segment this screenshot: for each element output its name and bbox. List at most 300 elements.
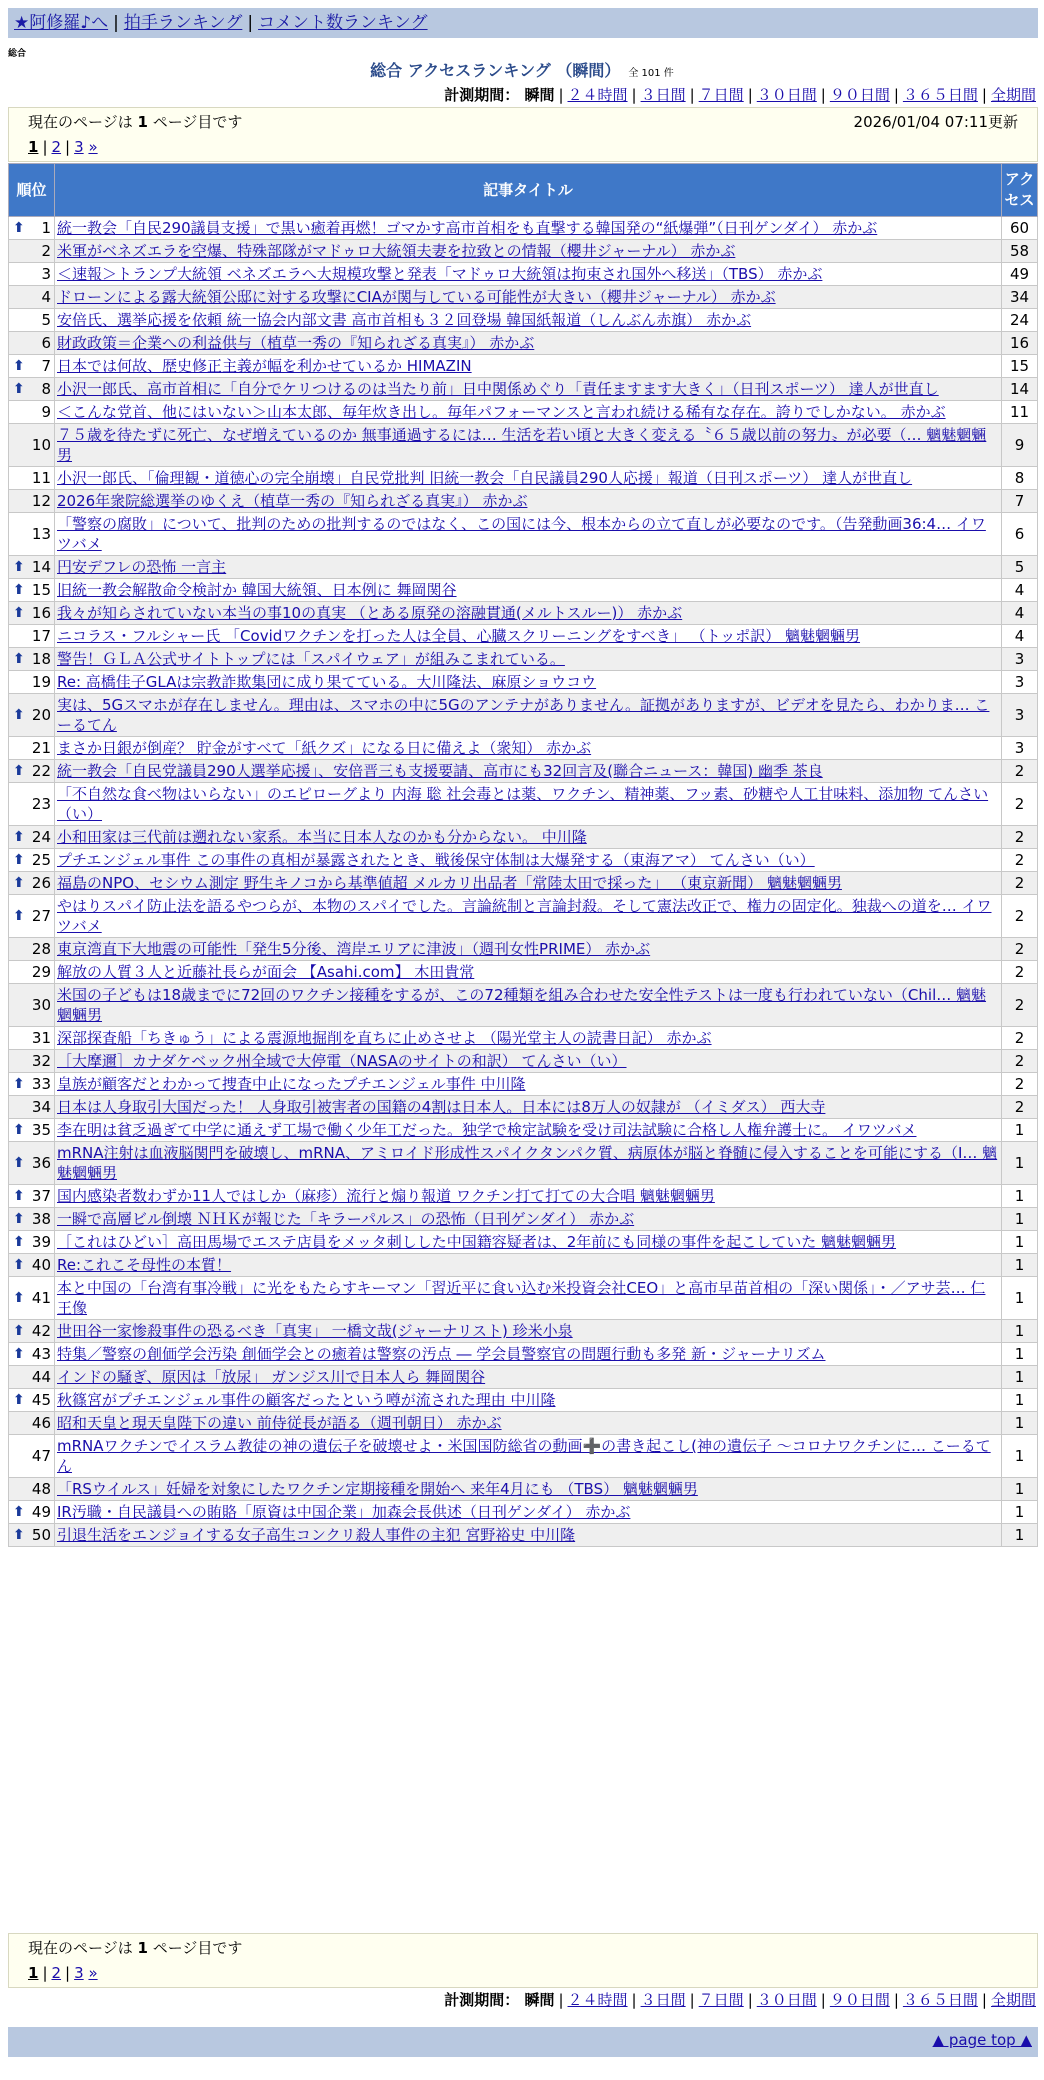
article-link[interactable]: 日本では何故、歴史修正主義が幅を利かせているか HIMAZIN xyxy=(57,357,472,375)
table-row xyxy=(9,760,1038,783)
table-row xyxy=(9,783,1038,826)
title-cell xyxy=(55,378,1002,401)
period-option-link[interactable]: ９０日間 xyxy=(829,1991,890,2009)
rank-number: 21 xyxy=(31,739,51,757)
table-row xyxy=(9,579,1038,602)
table-row xyxy=(9,895,1038,938)
article-link[interactable]: 米軍がベネズエラを空爆、特殊部隊がマドゥロ大統領夫妻を拉致との情報（櫻井ジャーナル） 赤かぶ xyxy=(57,242,736,260)
access-count: 2 xyxy=(1002,1073,1038,1096)
article-link[interactable]: 安倍氏、選挙応援を依頼 統一協会内部文書 高市首相も３２回登場 韓国紙報道（しんぶん赤旗） 赤かぶ xyxy=(57,311,752,329)
period-option-link[interactable]: ３６５日間 xyxy=(902,86,978,104)
article-link[interactable]: 本と中国の「台湾有事冷戦」に光をもたらすキーマン「習近平に食い込む米投資会社CEO」と高市早苗首相の「深い関係」・／アサ芸… 仁王像 xyxy=(57,1279,986,1317)
table-row xyxy=(9,671,1038,694)
rank-number: 8 xyxy=(41,380,51,398)
up-arrow-icon: ⬆ xyxy=(13,1257,25,1273)
rank-number: 5 xyxy=(41,311,51,329)
table-row xyxy=(9,355,1038,378)
table-row xyxy=(9,556,1038,579)
period-option-link[interactable]: ２４時間 xyxy=(567,86,628,104)
rank-cell xyxy=(9,602,55,625)
pager-status-row xyxy=(28,111,1018,133)
access-count: 60 xyxy=(1002,217,1038,240)
title-cell xyxy=(55,895,1002,938)
rank-cell xyxy=(9,1142,55,1185)
access-count: 2 xyxy=(1002,1096,1038,1119)
table-row xyxy=(9,1119,1038,1142)
up-arrow-icon: ⬆ xyxy=(13,1211,25,1227)
current-page-text: 現在のページは 1 ページ目です xyxy=(28,113,243,131)
rank-number: 43 xyxy=(31,1345,51,1363)
article-link[interactable]: やはりスパイ防止法を語るやつらが、本物のスパイでした。言論統制と言論封殺。そして憲法改正で、権力の固定化。独裁への道を… イワツバメ xyxy=(57,897,992,935)
rank-cell xyxy=(9,378,55,401)
access-count: 1 xyxy=(1002,1277,1038,1320)
table-row xyxy=(9,240,1038,263)
table-row xyxy=(9,648,1038,671)
period-option-link[interactable]: ３０日間 xyxy=(756,86,817,104)
rank-number: 20 xyxy=(31,706,51,724)
home-link[interactable]: ★阿修羅♪へ xyxy=(14,13,109,33)
period-option-link[interactable]: ７日間 xyxy=(698,1991,744,2009)
rank-cell xyxy=(9,1389,55,1412)
table-row xyxy=(9,1435,1038,1478)
title-cell xyxy=(55,1050,1002,1073)
rank-cell xyxy=(9,1254,55,1277)
access-count: 14 xyxy=(1002,378,1038,401)
period-separator: | xyxy=(631,86,637,104)
rank-number: 4 xyxy=(41,288,51,306)
article-link[interactable]: プチエンジェル事件 この事件の真相が暴露されたとき、戦後保守体制は大爆発する（東海アマ） てんさい（い） xyxy=(57,851,815,869)
table-row xyxy=(9,1142,1038,1185)
article-link[interactable]: IR汚職・自民議員への賄賂「原資は中国企業」加森会長供述（日刊ゲンダイ） 赤かぶ xyxy=(57,1503,631,1521)
access-count: 3 xyxy=(1002,671,1038,694)
rank-cell xyxy=(9,783,55,826)
access-count: 8 xyxy=(1002,467,1038,490)
access-count: 1 xyxy=(1002,1119,1038,1142)
rank-cell xyxy=(9,1412,55,1435)
clap-ranking-link[interactable]: 拍手ランキング xyxy=(123,13,243,33)
title-cell xyxy=(55,984,1002,1027)
rank-cell xyxy=(9,579,55,602)
rank-number: 34 xyxy=(31,1098,51,1116)
rank-cell xyxy=(9,694,55,737)
current-page-text: 現在のページは 1 ページ目です xyxy=(28,1939,243,1957)
article-link[interactable]: 円安デフレの恐怖 一言主 xyxy=(57,558,227,576)
rank-number: 32 xyxy=(31,1052,51,1070)
up-arrow-icon: ⬆ xyxy=(13,381,25,397)
access-count: 34 xyxy=(1002,286,1038,309)
rank-cell xyxy=(9,1320,55,1343)
title-cell xyxy=(55,737,1002,760)
access-count: 15 xyxy=(1002,355,1038,378)
article-link[interactable]: 一瞬で高層ビル倒壊 ＮＨＫが報じた「キラーパルス」の恐怖（日刊ゲンダイ） 赤かぶ xyxy=(57,1210,635,1228)
rank-number: 35 xyxy=(31,1121,51,1139)
up-arrow-icon: ⬆ xyxy=(13,1504,25,1520)
access-count: 1 xyxy=(1002,1389,1038,1412)
title-cell xyxy=(55,760,1002,783)
page-separator: | xyxy=(42,138,48,156)
page-links xyxy=(28,1962,1018,1984)
rank-cell xyxy=(9,1277,55,1320)
up-arrow-icon: ⬆ xyxy=(13,763,25,779)
rank-number: 18 xyxy=(31,650,51,668)
access-count: 1 xyxy=(1002,1366,1038,1389)
article-link[interactable]: まさか日銀が倒産？ 貯金がすべて「紙クズ」になる日に備えよ（衆知） 赤かぶ xyxy=(57,739,592,757)
rank-cell xyxy=(9,648,55,671)
access-count: 1 xyxy=(1002,1412,1038,1435)
table-row xyxy=(9,1185,1038,1208)
rank-cell xyxy=(9,332,55,355)
table-row xyxy=(9,401,1038,424)
title-cell xyxy=(55,1096,1002,1119)
article-link[interactable]: 統一教会「自民党議員290人選挙応援」、安倍晋三も支援要請、高市にも32回言及(聯合ニュース：韓国) 幽季 茶良 xyxy=(57,762,823,780)
rank-cell xyxy=(9,286,55,309)
rank-number: 38 xyxy=(31,1210,51,1228)
period-option-link[interactable]: ３日間 xyxy=(640,86,686,104)
title-cell xyxy=(55,332,1002,355)
article-link[interactable]: 国内感染者数わずか11人ではしか（麻疹）流行と煽り報道 ワクチン打て打ての大合唱 魑魅魍魎男 xyxy=(57,1187,715,1205)
article-link[interactable]: 深部探査船「ちきゅう」による震源地掘削を直ちに止めさせよ （陽光堂主人の読書日記） 赤かぶ xyxy=(57,1029,712,1047)
access-count: 1 xyxy=(1002,1435,1038,1478)
article-link[interactable]: ［これはひどい］高田馬場でエステ店員をメッタ刺しした中国籍容疑者は、2年前にも同様の事件を起こしていた 魑魅魍魎男 xyxy=(57,1233,897,1251)
article-link[interactable]: 東京湾直下大地震の可能性「発生5分後、湾岸エリアに津波」（週刊女性PRIME） 赤かぶ xyxy=(57,940,651,958)
access-count: 2 xyxy=(1002,938,1038,961)
table-row xyxy=(9,263,1038,286)
title-cell xyxy=(55,240,1002,263)
period-option-link[interactable]: ２４時間 xyxy=(567,1991,628,2009)
article-link[interactable]: 李在明は貧乏過ぎて中学に通えず工場で働く少年工だった。独学で検定試験を受け司法試験に合格し人権弁護士に。 イワツバメ xyxy=(57,1121,917,1139)
access-count: 7 xyxy=(1002,490,1038,513)
table-row xyxy=(9,1478,1038,1501)
period-option-link[interactable]: ３６５日間 xyxy=(902,1991,978,2009)
article-link[interactable]: インドの騒ぎ、原因は「放尿」 ガンジス川で日本人ら 舞岡関谷 xyxy=(57,1368,486,1386)
access-count: 2 xyxy=(1002,961,1038,984)
rank-cell xyxy=(9,872,55,895)
table-row xyxy=(9,513,1038,556)
period-option-link[interactable]: ９０日間 xyxy=(829,86,890,104)
article-link[interactable]: ニコラス・フルシャー氏 「Covidワクチンを打った人は全員、心臓スクリーニングをすべき」 （トッポ訳） 魑魅魍魎男 xyxy=(57,627,861,645)
access-count: 2 xyxy=(1002,1050,1038,1073)
article-link[interactable]: Re: 高橋佳子GLAは宗教詐欺集団に成り果てている。大川隆法、麻原ショウコウ xyxy=(57,673,597,691)
page-link-current: 1 xyxy=(28,138,39,156)
article-link[interactable]: 皇族が顧客だとわかって捜査中止になったプチエンジェル事件 中川隆 xyxy=(57,1075,526,1093)
title-cell xyxy=(55,490,1002,513)
table-row xyxy=(9,1412,1038,1435)
up-arrow-icon: ⬆ xyxy=(13,582,25,598)
title-cell xyxy=(55,556,1002,579)
table-row xyxy=(9,602,1038,625)
table-row xyxy=(9,849,1038,872)
access-count: 1 xyxy=(1002,1524,1038,1547)
up-arrow-icon: ⬆ xyxy=(13,707,25,723)
rank-cell xyxy=(9,556,55,579)
rank-number: 19 xyxy=(31,673,51,691)
rank-cell xyxy=(9,1524,55,1547)
rank-cell xyxy=(9,263,55,286)
page-link[interactable]: 2 xyxy=(51,1964,62,1982)
rank-number: 40 xyxy=(31,1256,51,1274)
article-link[interactable]: 福島のNPO、セシウム測定 野生キノコから基準値超 メルカリ出品者「常陸太田で採った」 （東京新聞） 魑魅魍魎男 xyxy=(57,874,842,892)
access-count: 4 xyxy=(1002,579,1038,602)
title-cell xyxy=(55,1119,1002,1142)
title-cell xyxy=(55,625,1002,648)
article-link[interactable]: 世田谷一家惨殺事件の恐るべき「真実」 一橋文哉(ジャーナリスト) 珍米小泉 xyxy=(57,1322,573,1340)
period-option-link[interactable]: ３日間 xyxy=(640,1991,686,2009)
article-link[interactable]: 財政政策＝企業への利益供与（植草一秀の『知られざる真実』） 赤かぶ xyxy=(57,334,535,352)
table-row xyxy=(9,1389,1038,1412)
period-label: 計測期間： xyxy=(444,1991,525,2009)
title-cell xyxy=(55,309,1002,332)
rank-cell xyxy=(9,760,55,783)
next-page-link[interactable]: » xyxy=(88,1964,98,1982)
article-link[interactable]: Re:これこそ母性の本質！ xyxy=(57,1256,232,1274)
rank-cell xyxy=(9,1027,55,1050)
article-link[interactable]: ドローンによる露大統領公邸に対する攻撃にCIAが関与している可能性が大きい（櫻井ジャーナル） 赤かぶ xyxy=(57,288,776,306)
up-arrow-icon: ⬆ xyxy=(13,1290,25,1306)
article-link[interactable]: 昭和天皇と現天皇陛下の違い 前侍従長が語る（週刊朝日） 赤かぶ xyxy=(57,1414,502,1432)
period-separator: | xyxy=(558,1991,564,2009)
table-row xyxy=(9,1277,1038,1320)
rank-cell xyxy=(9,737,55,760)
article-link[interactable]: 米国の子どもは18歳までに72回のワクチン接種をするが、この72種類を組み合わせた安全性テストは一度も行われていない（Chil… 魑魅魍魎男 xyxy=(57,986,987,1024)
rank-number: 39 xyxy=(31,1233,51,1251)
table-row xyxy=(9,737,1038,760)
access-count: 4 xyxy=(1002,602,1038,625)
item-count: 全 101 件 xyxy=(628,68,674,79)
period-separator: | xyxy=(689,86,695,104)
title-cell xyxy=(55,424,1002,467)
up-arrow-icon: ⬆ xyxy=(13,1234,25,1250)
access-count: 3 xyxy=(1002,737,1038,760)
article-link[interactable]: 「警察の腐敗」について、批判のための批判するのではなく、この国には今、根本からの立て直しが必要なのです。（告発動画36:4… イワツバメ xyxy=(57,515,986,553)
article-link[interactable]: 日本は人身取引大国だった！ 人身取引被害者の国籍の4割は日本人。日本には8万人の奴隷が （イミダス） 西大寺 xyxy=(57,1098,826,1116)
rank-number: 25 xyxy=(31,851,51,869)
up-arrow-icon: ⬆ xyxy=(13,358,25,374)
period-separator: | xyxy=(893,86,899,104)
article-link[interactable]: ＜こんな党首、他にはいない＞山本太郎、毎年炊き出し。毎年パフォーマンスと言われ続ける稀有な存在。誇りでしかない。 赤かぶ xyxy=(57,403,946,421)
article-link[interactable]: 引退生活をエンジョイする女子高生コンクリ殺人事件の主犯 宮野裕史 中川隆 xyxy=(57,1526,576,1544)
current-page-number: 1 xyxy=(137,1939,148,1957)
rank-number: 22 xyxy=(31,762,51,780)
title-cell xyxy=(55,1208,1002,1231)
access-count: 16 xyxy=(1002,332,1038,355)
access-count: 2 xyxy=(1002,826,1038,849)
table-row xyxy=(9,961,1038,984)
title-cell xyxy=(55,1524,1002,1547)
page-link[interactable]: 2 xyxy=(51,138,62,156)
period-separator: | xyxy=(820,1991,826,2009)
access-count: 2 xyxy=(1002,760,1038,783)
title-cell xyxy=(55,961,1002,984)
article-link[interactable]: 警告！ＧＬＡ公式サイトトップには「スパイウェア」が組みこまれている。 xyxy=(57,650,565,668)
title-cell xyxy=(55,1254,1002,1277)
rank-number: 44 xyxy=(31,1368,51,1386)
title-cell xyxy=(55,1412,1002,1435)
comment-ranking-link[interactable]: コメント数ランキング xyxy=(258,13,428,33)
article-link[interactable]: mRNA注射は血液脳関門を破壊し、mRNA、アミロイド形成性スパイクタンパク質、病原体が脳と脊髄に侵入することを可能にする（I… 魑魅魍魎男 xyxy=(57,1144,998,1182)
period-option-link[interactable]: 全期間 xyxy=(990,86,1036,104)
rank-cell xyxy=(9,895,55,938)
title-cell xyxy=(55,648,1002,671)
ranking-table xyxy=(8,163,1038,1547)
up-arrow-icon: ⬆ xyxy=(13,829,25,845)
table-row xyxy=(9,1073,1038,1096)
rank-number: 30 xyxy=(31,996,51,1014)
article-link[interactable]: 小沢一郎氏、「倫理観・道徳心の完全崩壊」自民党批判 旧統一教会「自民議員290人応援」報道（日刊スポーツ） 達人が世直し xyxy=(57,469,913,487)
next-page-link[interactable]: » xyxy=(88,138,98,156)
rank-cell xyxy=(9,490,55,513)
rank-number: 48 xyxy=(31,1480,51,1498)
access-count: 2 xyxy=(1002,849,1038,872)
up-arrow-icon: ⬆ xyxy=(13,1155,25,1171)
up-arrow-icon: ⬆ xyxy=(13,559,25,575)
up-arrow-icon: ⬆ xyxy=(13,1076,25,1092)
title-cell xyxy=(55,1027,1002,1050)
title-cell xyxy=(55,217,1002,240)
rank-number: 49 xyxy=(31,1503,51,1521)
access-count: 2 xyxy=(1002,984,1038,1027)
pager-bottom xyxy=(8,1933,1038,1988)
rank-number: 29 xyxy=(31,963,51,981)
rank-cell xyxy=(9,1050,55,1073)
article-link[interactable]: 解放の人質３人と近藤社長らが面会 【Asahi.com】 木田貴常 xyxy=(57,963,475,981)
rank-number: 41 xyxy=(31,1289,51,1307)
up-arrow-icon: ⬆ xyxy=(13,1346,25,1362)
article-link[interactable]: 小沢一郎氏、高市首相に「自分でケリつけるのは当たり前」日中関係めぐり「責任ますます大きく」（日刊スポーツ） 達人が世直し xyxy=(57,380,939,398)
article-link[interactable]: 「不自然な食べ物はいらない」のエピローグより 内海 聡 社会毒とは薬、ワクチン、精神薬、フッ素、砂糖や人工甘味料、添加物 てんさい（い） xyxy=(57,785,989,823)
rank-cell xyxy=(9,424,55,467)
title-cell xyxy=(55,579,1002,602)
table-row xyxy=(9,467,1038,490)
article-link[interactable]: ＜速報＞トランプ大統領 ベネズエラへ大規模攻撃と発表「マドゥロ大統領は拘束され国外へ移送」（TBS） 赤かぶ xyxy=(57,265,823,283)
page-separator: | xyxy=(65,138,71,156)
period-option-link[interactable]: ７日間 xyxy=(698,86,744,104)
title-cell xyxy=(55,467,1002,490)
period-separator: | xyxy=(820,86,826,104)
access-count: 58 xyxy=(1002,240,1038,263)
rank-cell xyxy=(9,826,55,849)
rank-number: 23 xyxy=(31,795,51,813)
rank-number: 17 xyxy=(31,627,51,645)
table-row xyxy=(9,490,1038,513)
rank-number: 50 xyxy=(31,1526,51,1544)
article-link[interactable]: 旧統一教会解散命令検討か 韓国大統領、日本例に 舞岡関谷 xyxy=(57,581,457,599)
col-title: 記事タイトル xyxy=(55,164,1002,217)
period-separator: | xyxy=(747,1991,753,2009)
access-count: 1 xyxy=(1002,1320,1038,1343)
pager-status-row xyxy=(28,1937,1018,1959)
page-separator: | xyxy=(65,1964,71,1982)
article-link[interactable]: mRNAワクチンでイスラム教徒の神の遺伝子を破壊せよ・米国国防総省の動画➕の書き起こし(神の遺伝子 ～コロナワクチンに… こーるてん xyxy=(57,1437,991,1475)
access-count: 2 xyxy=(1002,783,1038,826)
period-selector-bottom xyxy=(444,1990,1036,2010)
bottom-bar xyxy=(8,2027,1038,2057)
article-link[interactable]: ［大摩邇］カナダケベック州全域で大停電（NASAのサイトの和訳） てんさい（い） xyxy=(57,1052,627,1070)
access-count: 1 xyxy=(1002,1231,1038,1254)
table-row xyxy=(9,1254,1038,1277)
article-link[interactable]: 小和田家は三代前は遡れない家系。本当に日本人なのかも分からない。 中川隆 xyxy=(57,828,587,846)
title-cell xyxy=(55,1389,1002,1412)
title-cell xyxy=(55,849,1002,872)
access-count: 3 xyxy=(1002,694,1038,737)
title-cell xyxy=(55,783,1002,826)
title-cell xyxy=(55,694,1002,737)
up-arrow-icon: ⬆ xyxy=(13,1323,25,1339)
table-row xyxy=(9,424,1038,467)
rank-number: 37 xyxy=(31,1187,51,1205)
article-link[interactable]: 「RSウイルス」妊婦を対象にしたワクチン定期接種を開始へ 来年4月にも （TBS） 魑魅魍魎男 xyxy=(57,1480,698,1498)
access-count: 1 xyxy=(1002,1343,1038,1366)
rank-number: 7 xyxy=(41,357,51,375)
article-link[interactable]: 我々が知らされていない本当の事10の真実 （とある原発の溶融貫通(メルトスルー)） 赤かぶ xyxy=(57,604,683,622)
access-count: 1 xyxy=(1002,1208,1038,1231)
page-link[interactable]: 3 xyxy=(74,138,84,156)
rank-cell xyxy=(9,240,55,263)
table-row xyxy=(9,1343,1038,1366)
rank-cell xyxy=(9,1208,55,1231)
period-option-current: 瞬間 xyxy=(524,86,555,104)
rank-number: 9 xyxy=(41,403,51,421)
title-cell xyxy=(55,1277,1002,1320)
page-top-link[interactable]: ▲ page top ▲ xyxy=(932,2031,1032,2049)
access-count: 5 xyxy=(1002,556,1038,579)
category-label: 総合 xyxy=(8,49,27,59)
article-link[interactable]: 実は、5Gスマホが存在しません。理由は、スマホの中に5Gのアンテナがありません。証拠がありますが、ビデオを見たら、わかりま… こーるてん xyxy=(57,696,990,734)
period-option-link[interactable]: 全期間 xyxy=(990,1991,1036,2009)
access-count: 6 xyxy=(1002,513,1038,556)
rank-cell xyxy=(9,1096,55,1119)
up-arrow-icon: ⬆ xyxy=(13,875,25,891)
table-row xyxy=(9,826,1038,849)
rank-cell xyxy=(9,355,55,378)
up-arrow-icon: ⬆ xyxy=(13,1392,25,1408)
period-separator: | xyxy=(689,1991,695,2009)
rank-cell xyxy=(9,1478,55,1501)
up-arrow-icon: ⬆ xyxy=(13,1122,25,1138)
access-count: 1 xyxy=(1002,1185,1038,1208)
access-count: 3 xyxy=(1002,648,1038,671)
article-link[interactable]: ７５歳を待たずに死亡、なぜ増えているのか 無事通過するには… 生活を若い頃と大きく変える〝６５歳以前の努力〟が必要（… 魑魅魍魎男 xyxy=(57,426,987,464)
rank-cell xyxy=(9,1501,55,1524)
rank-cell xyxy=(9,671,55,694)
access-count: 1 xyxy=(1002,1254,1038,1277)
article-link[interactable]: 統一教会「自民290議員支援」で黒い癒着再燃！ゴマかす高市首相をも直撃する韓国発の“紙爆弾”（日刊ゲンダイ） 赤かぶ xyxy=(57,219,878,237)
page-link[interactable]: 3 xyxy=(74,1964,84,1982)
period-option-link[interactable]: ３０日間 xyxy=(756,1991,817,2009)
title-cell xyxy=(55,602,1002,625)
article-link[interactable]: 秋篠宮がプチエンジェル事件の顧客だったという噂が流された理由 中川隆 xyxy=(57,1391,556,1409)
up-arrow-icon: ⬆ xyxy=(13,1527,25,1543)
title-cell xyxy=(55,826,1002,849)
rank-number: 47 xyxy=(31,1447,51,1465)
title-cell xyxy=(55,938,1002,961)
table-row xyxy=(9,1320,1038,1343)
table-row xyxy=(9,217,1038,240)
access-count: 1 xyxy=(1002,1142,1038,1185)
period-separator: | xyxy=(981,1991,987,2009)
title-cell xyxy=(55,1435,1002,1478)
article-link[interactable]: 2026年衆院総選挙のゆくえ（植草一秀の『知られざる真実』） 赤かぶ xyxy=(57,492,528,510)
rank-number: 45 xyxy=(31,1391,51,1409)
title-cell xyxy=(55,1073,1002,1096)
period-separator: | xyxy=(981,86,987,104)
table-row xyxy=(9,1231,1038,1254)
rank-number: 10 xyxy=(31,436,51,454)
article-link[interactable]: 特集／警察の創価学会汚染 創価学会との癒着は警察の汚点 ― 学会員警察官の問題行動も多発 新・ジャーナリズム xyxy=(57,1345,826,1363)
rank-cell xyxy=(9,849,55,872)
page-separator: | xyxy=(42,1964,48,1982)
rank-number: 33 xyxy=(31,1075,51,1093)
rank-number: 31 xyxy=(31,1029,51,1047)
